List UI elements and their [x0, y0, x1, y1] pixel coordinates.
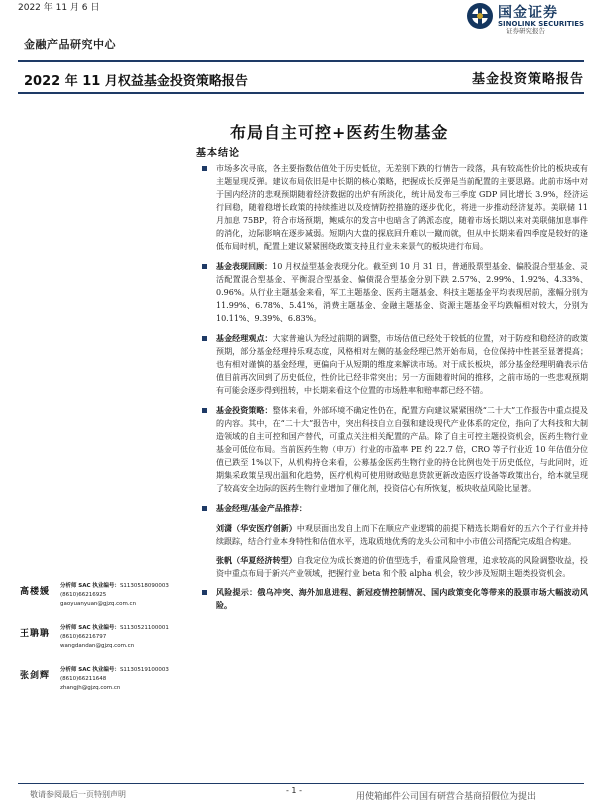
header-rule-top: [18, 60, 584, 62]
analyst-cert-line: 分析师 SAC 执业编号：S1130521100001: [60, 625, 169, 631]
analyst-phone: (8610)66216925: [60, 592, 107, 598]
bullet-manager-views: [196, 332, 588, 397]
recommendation-item: [196, 522, 588, 548]
analyst-card: [20, 624, 170, 666]
bullet-market-overview: [196, 162, 588, 253]
recommendation-manager: 张帆（华夏经济转型）: [216, 555, 297, 565]
bullet-lead: 基金经理观点：: [216, 333, 273, 343]
bullet-risk-warning: [196, 586, 588, 612]
recommendation-manager: 刘潇（华安医疗创新）: [216, 523, 297, 533]
bullet-square-icon: [202, 408, 207, 413]
bullet-square-icon: [202, 264, 207, 269]
logo-name-cn: 国金证券: [498, 5, 558, 21]
logo-subtitle: 证券研究报告: [506, 27, 545, 35]
report-type: 基金投资策略报告: [471, 72, 584, 87]
report-date: 2022 年 11 月 6 日: [18, 3, 100, 13]
bullet-square-icon: [202, 590, 207, 595]
bullet-lead: 基金投资策略：: [216, 405, 273, 415]
section-label: 基本结论: [196, 148, 240, 159]
analyst-contact: [60, 666, 169, 693]
analyst-email[interactable]: wangdandan@gjzq.com.cn: [60, 643, 135, 649]
research-center: 金融产品研究中心: [24, 38, 116, 51]
footer-rule: [18, 783, 584, 784]
bullet-text: 市场多次寻底，各主要指数估值处于历史低位，无差别下跌的行情告一段落，具有较高性价比的板块或有主题显现反弹。建议布局依旧是中长期的核心策略，把握成长反弹是当前配置的主要思路。此前市场中对于国内经济的悲观预期随着经济数据的出炉有所淡化，统计局发布三季度 GDP 同比增长 3.9%，经济运行回稳，随着稳增长政策的持续推进以及疫情防控措施的逐步优化，将进一步推动经济复苏。美联储 11 月加息 75BP，符合市场预期，鲍威尔的发言中也暗含了鸽派态度，随着市场长期以来对美联储加息事件的消化，边际影响在逐步减弱。短期内大盘的探底回升难以一蹴而就，但从中长期来看四季度是较好的逢低布局时机，配置上建议紧紧围绕政策支持且行业未来景气的板块进行布局。: [216, 164, 588, 251]
logo-mark-icon: [466, 2, 494, 30]
analyst-card: [20, 666, 170, 708]
bullet-lead: 基金表现回顾：: [216, 261, 273, 271]
recommendation-text: 自我定位为成长赛道的价值型选手，看重风险管理，追求较高的风险调整收益，投资中重点布局于新兴产业领域，把握行业 beta 和个股 alpha 机会，较少涉及短期主题类投资机会。: [216, 556, 588, 578]
risk-text: 俄乌冲突、海外加息进程、新冠疫情控制情况、国内政策变化等带来的股票市场大幅波动风险。: [216, 587, 589, 610]
analyst-cert-line: 分析师 SAC 执业编号：S1130519100003: [60, 667, 169, 673]
analyst-phone: (8610)66216797: [60, 634, 107, 640]
analyst-cert-line: 分析师 SAC 执业编号：S1130518090003: [60, 583, 169, 589]
bullet-text: 10 月权益型基金表现分化。截至到 10 月 31 日，普通股票型基金、偏股混合型基金、灵活配置混合型基金、平衡混合型基金、偏债混合型基金分别下跌 2.57%、2.99%、1.92%、4.33%、0.96%。从行业主题基金来看，军工主题基金、医药主题基金、科技主题基金平均表现居前，涨幅分别为 11.99%、6.78%、5.41%，消费主题基金、金融主题基金、资源主题基金平均跌幅相对较大，分别为 10.11%、9.39%、6.83%。: [216, 262, 588, 323]
bullet-text: 整体来看，外部环境不确定性仍在，配置方向建议紧紧围绕“二十大”工作报告中重点提及的内容。其中，在“二十大”报告中，突出科技自立自强和建设现代产业体系的定位，指向了大科技和大制造领域的自主可控和国产替代，可重点关注相关配置的产品。除了自主可控主题投资机会，医药生物行业基金可低位布局。当前医药生物（申万）行业的市盈率 PE 约 22.7 倍，CRO 等子行业近 10 年估值分位值已跌至 1%以下，从机构持仓来看，公募基金医药生物行业的持仓比例也处于历史低位，与此同时，近期集采政策呈现出温和化趋势，医疗机构可使用财政贴息贷款更新改造医疗设备等政策出台，给本就呈现了较高安全边际的医药生物行业增加了催化剂，投资信心有所恢复，板块收益风险比显著。: [216, 406, 589, 493]
page-number: - 1 -: [286, 786, 302, 795]
analyst-email[interactable]: gaoyuanyuan@gjzq.com.cn: [60, 601, 137, 607]
bullet-lead: 风险提示：: [216, 587, 258, 597]
analyst-name: 张剑辉: [20, 671, 51, 681]
bullet-fund-review: [196, 260, 588, 325]
bullet-square-icon: [202, 166, 207, 171]
footer-notice: 用使箱邮件公司国有研营合基商招假位为提出: [356, 792, 537, 800]
recommendation-item: [196, 554, 588, 580]
article-body: [196, 162, 588, 619]
logo-name-en: SINOLINK SECURITIES: [498, 20, 585, 28]
analyst-contact: [60, 582, 169, 609]
article-title: 布局自主可控+医药生物基金: [230, 123, 449, 142]
bullet-square-icon: [202, 506, 207, 511]
analyst-name: 王聃聃: [20, 629, 51, 639]
footer-disclaimer-note: 敬请参阅最后一页特别声明: [30, 790, 126, 799]
analyst-contact: [60, 624, 169, 651]
analyst-panel: [20, 582, 170, 708]
analyst-card: [20, 582, 170, 624]
recommendation-text: 中观层面出发自上而下在顺应产业逻辑的前提下精选长期看好的五六个子行业并持续跟踪，结合行业本身特性和估值水平，选取质地优秀的龙头公司和中小市值公司搭配完成组合构建。: [216, 524, 588, 546]
bullet-square-icon: [202, 336, 207, 341]
analyst-email[interactable]: zhangjh@gjzq.com.cn: [60, 685, 121, 691]
bullet-text: 大家普遍认为经过前期的调整，市场估值已经处于较低的位置，对于防疫和稳经济的政策预期，部分基金经理持乐观态度，风格相对左侧的基金经理已然开始布局，仓位保持中性甚至显著提高；也有相对谨慎的基金经理，更偏向于从短期的维度来解读市场。对于成长板块，部分基金经理明确表示估值目前再次回到了历史低位，性价比已经非常突出；另一方面随着时间的推移，之前市场的一些悲观预期有可能会逐步得到扭转，中长期来看这个位置的市场胜率和赔率都已经不错。: [216, 334, 588, 395]
bullet-investment-strategy: [196, 404, 588, 495]
analyst-phone: (8610)66211648: [60, 676, 107, 682]
analyst-name: 高楼媛: [20, 587, 51, 597]
header-rule-bottom: [18, 92, 584, 94]
bullet-recommendations: [196, 502, 588, 515]
bullet-lead: 基金经理/基金产品推荐：: [216, 503, 307, 513]
report-title: 2022 年 11 月权益基金投资策略报告: [24, 74, 248, 89]
